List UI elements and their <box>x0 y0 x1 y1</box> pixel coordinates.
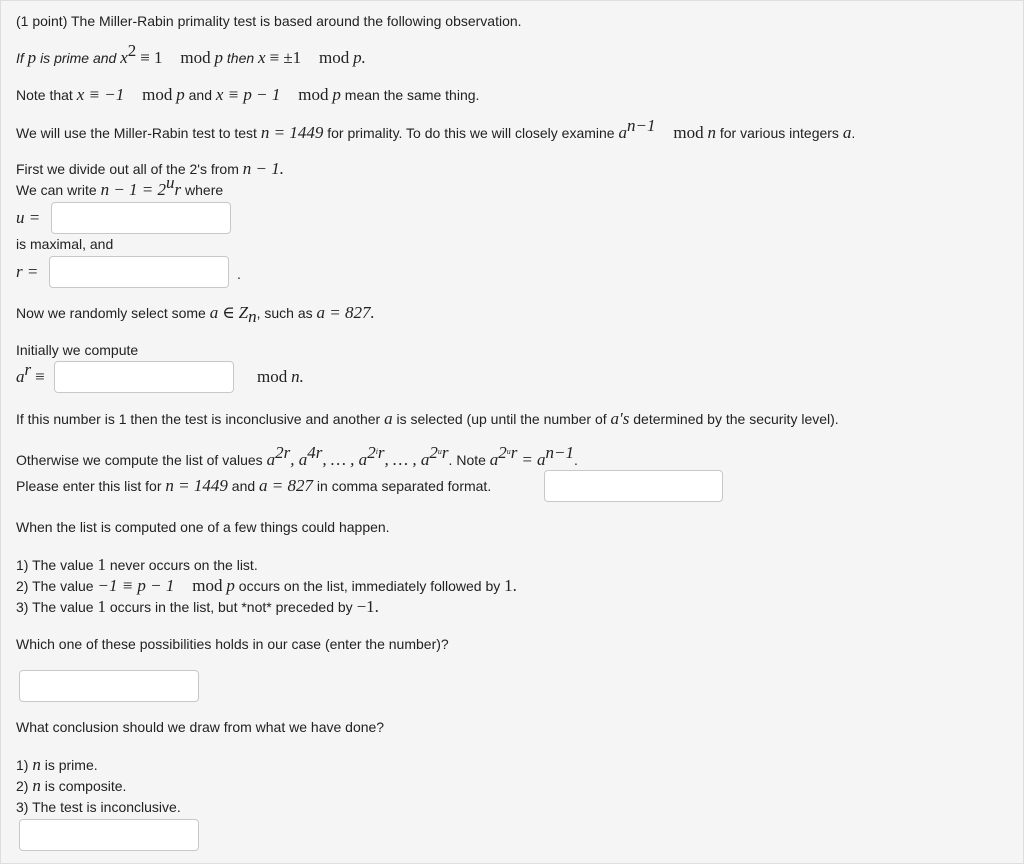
write-line: We can write $n - 1 = 2^ur$ where <box>16 173 224 199</box>
choice-1: 1) n is prime. <box>16 755 98 774</box>
when-text: When the list is computed one of a few things could happen. <box>16 519 390 535</box>
enter-list-line: Please enter this list for n = 1449 and a = 827 in comma separated format. <box>16 476 492 495</box>
ar-input[interactable] <box>54 361 234 393</box>
u-label: u = <box>16 208 41 227</box>
choice-2: 2) n is composite. <box>16 776 127 795</box>
possibility-3: 3) The value 1 occurs in the list, but *not* preceded by −1. <box>16 597 379 616</box>
possibility-2: 2) The value −1 ≡ p − 1 mod p occurs on the list, immediately followed by 1. <box>16 576 517 595</box>
u-input[interactable] <box>51 202 231 234</box>
note-line: Note that x ≡ −1 mod p and x ≡ p − 1 mod p mean the same thing. <box>16 85 480 104</box>
observation-line: If p is prime and $x^2 \equiv 1$ mod p then x ≡ ±1 mod p. <box>16 41 366 67</box>
list-input[interactable] <box>544 470 723 502</box>
ar-label: $a^r$ ≡ <box>16 360 45 386</box>
use-line: We will use the Miller-Rabin test to test n = 1449 for primality. To do this we will closely examine $a^{n-1}$ mod n for various integers a. <box>16 116 856 142</box>
possibility-1: 1) The value 1 never occurs on the list. <box>16 555 258 574</box>
r-label: r = <box>16 262 39 281</box>
r-input[interactable] <box>49 256 229 288</box>
otherwise-line: Otherwise we compute the list of values $a^{2r}$, $a^{4r}$, … , $a^{2^ir}$, … , $a^{2^ur}$. Note $a^{2^ur} = a^{n-1}$. <box>16 443 578 469</box>
intro-text: (1 point) The Miller-Rabin primality test is based around the following observation. <box>16 13 522 29</box>
r-period: . <box>237 266 241 282</box>
choice-3: 3) The test is inconclusive. <box>16 799 181 815</box>
select-line: Now we randomly select some a ∈ $Z_n$, such as a = 827. <box>16 303 375 326</box>
inconclusive-line: If this number is 1 then the test is inconclusive and another a is selected (up until the number of a′s determined by the security level). <box>16 409 839 428</box>
divide-line: First we divide out all of the 2's from n − 1. <box>16 159 284 178</box>
maximal-text: is maximal, and <box>16 236 114 252</box>
possibility-input[interactable] <box>19 670 199 702</box>
conclusion-text: What conclusion should we draw from what we have done? <box>16 719 385 735</box>
which-text: Which one of these possibilities holds in our case (enter the number)? <box>16 636 449 652</box>
conclusion-input[interactable] <box>19 819 199 851</box>
mod-n-label: mod n. <box>257 367 304 386</box>
initially-text: Initially we compute <box>16 342 139 358</box>
